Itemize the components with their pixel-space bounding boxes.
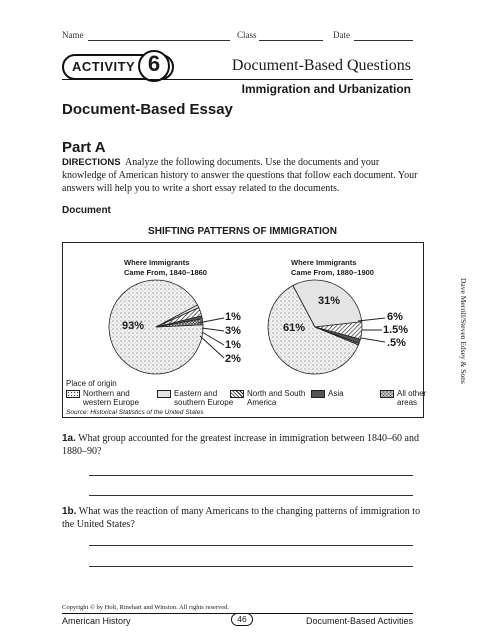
pie1-title-line1: Where Immigrants bbox=[124, 258, 190, 267]
answer-line[interactable] bbox=[89, 475, 413, 476]
chart-source-text: Source: Historical Statistics of the United States bbox=[66, 409, 204, 416]
pie2-title-line2: Came From, 1880–1900 bbox=[291, 268, 374, 277]
question-1a bbox=[62, 432, 422, 458]
pie2-slice-label: .5% bbox=[387, 337, 406, 349]
question-number: 1a. bbox=[62, 433, 76, 444]
part-title: Part A bbox=[62, 139, 106, 156]
legend-swatch bbox=[311, 390, 325, 398]
pie1-slice-label: 2% bbox=[225, 353, 241, 365]
legend-label: Eastern and southern Europe bbox=[174, 389, 234, 407]
pie2-slice-label: 6% bbox=[387, 311, 403, 323]
legend-label: North and South America bbox=[247, 389, 306, 407]
directions-text: Analyze the following documents. Use the documents and your knowledge of American history to answer the questions that follow each document. Your answers will help you to write a short essay related to the documents. bbox=[62, 157, 418, 194]
footer-course: American History bbox=[62, 616, 131, 626]
legend-label: All other areas bbox=[397, 389, 427, 407]
activity-label: ACTIVITY bbox=[72, 59, 136, 74]
legend-swatch bbox=[380, 390, 394, 398]
answer-line[interactable] bbox=[89, 566, 413, 567]
chart-source bbox=[66, 409, 204, 416]
legend-swatch bbox=[157, 390, 171, 398]
section-title: Document-Based Essay bbox=[62, 101, 233, 118]
pie1-slice-label: 3% bbox=[225, 325, 241, 337]
document-label: Document bbox=[62, 205, 111, 216]
copyright: Copyright © by Holt, Rinehart and Winston. All rights reserved. bbox=[62, 604, 230, 611]
class-label: Class bbox=[237, 30, 257, 40]
legend-label: Northern and western Europe bbox=[83, 389, 140, 407]
answer-line[interactable] bbox=[89, 545, 413, 546]
question-text: What was the reaction of many Americans to the changing patterns of immigration to the United States? bbox=[62, 506, 421, 530]
page-subtitle: Immigration and Urbanization bbox=[241, 82, 411, 96]
pie2-slice-label: 31% bbox=[318, 295, 341, 307]
pie2-slice-label: 1.5% bbox=[383, 324, 409, 336]
legend-label: Asia bbox=[328, 389, 344, 398]
legend-swatch bbox=[230, 390, 244, 398]
directions-label: DIRECTIONS bbox=[62, 157, 121, 168]
question-text: What group accounted for the greatest increase in immigration between 1840–60 and 1880–90? bbox=[62, 433, 419, 457]
pie2-title-line1: Where Immigrants bbox=[291, 258, 357, 267]
page-number: 46 bbox=[231, 613, 253, 626]
chart-title: SHIFTING PATTERNS OF IMMIGRATION bbox=[148, 226, 337, 237]
question-1b bbox=[62, 505, 422, 531]
pie1-slice-label: 93% bbox=[122, 320, 145, 332]
activity-number: 6 bbox=[147, 51, 161, 76]
legend-title: Place of origin bbox=[66, 379, 117, 388]
side-credit: Dave Merrill/Steven Edsey & Sons bbox=[459, 278, 468, 384]
question-number: 1b. bbox=[62, 506, 77, 517]
page-title: Document-Based Questions bbox=[231, 57, 411, 74]
answer-line[interactable] bbox=[89, 495, 413, 496]
footer-section: Document-Based Activities bbox=[305, 616, 413, 626]
legend-swatch bbox=[66, 390, 80, 398]
pie1-slice-label: 1% bbox=[225, 311, 241, 323]
date-label: Date bbox=[333, 30, 350, 40]
pie1-title-line2: Came From, 1840–1860 bbox=[124, 268, 207, 277]
name-label: Name bbox=[62, 30, 84, 40]
pie2-slice-label: 61% bbox=[283, 322, 306, 334]
pie1-slice-label: 1% bbox=[225, 339, 241, 351]
